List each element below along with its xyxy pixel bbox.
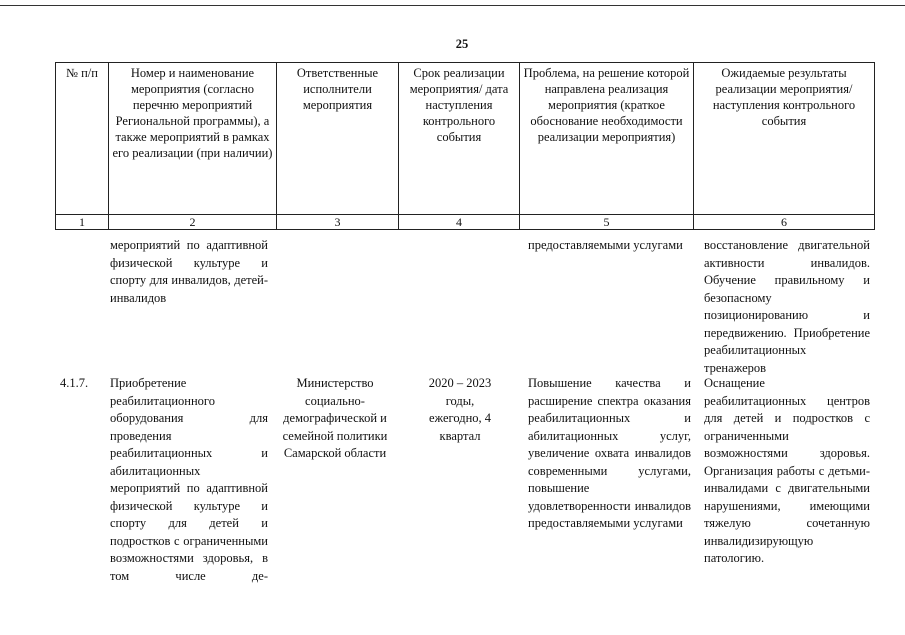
header-col-executor: Ответственные исполнители мероприятия [277,63,399,215]
continuation-col2: мероприятий по адаптивной физической культуре и спорту для инвалидов, детей-инвалидов [110,238,268,305]
column-number-2: 2 [109,215,277,230]
row-number: 4.1.7. [60,376,89,390]
column-number-5: 5 [520,215,694,230]
row-executor: Министерство социально-демографической и семейной политики Самарской области [282,376,388,460]
continuation-col6: восстановление двигательной активности инвалидов. Обучение правильному и безопасному позиционированию и передвижению. Приобретение реабилитационных тренажеров [704,238,870,375]
row-result: Оснащение реабилитационных центров для детей и подростков с ограниченными возможностями здоровья. Организация работы с детьми-инвалидами с двигательными нарушениями, имеющими тяжелую сочетанную инвалидизирующую патологию. [704,376,870,565]
column-number-4: 4 [399,215,520,230]
row-term: 2020 – 2023 годы, ежегодно, 4 квартал [428,376,492,443]
continuation-col5: предоставляемыми услугами [528,238,683,252]
column-number-row [56,215,875,230]
column-number-3: 3 [277,215,399,230]
column-number-6: 6 [694,215,875,230]
top-rule [0,5,905,6]
table-header [55,62,875,230]
header-col-problem: Проблема, на решение которой направлена реализация мероприятия (краткое обоснование необходимости реализации мероприятия) [520,63,694,215]
header-col-title: Номер и наименование мероприятия (согласно перечню мероприятий Региональной программы), а также мероприятий в рамках его реализации (при наличии) [109,63,277,215]
header-col-result: Ожидаемые результаты реализации мероприятия/ наступления контрольного события [694,63,875,215]
row-problem: Повышение качества и расширение спектра оказания реабилитационных и абилитационных услуг, увеличение охвата инвалидов современными услугами, повышение удовлетворенности инвалидов предоставляемыми услугами [528,376,691,530]
row-title: Приобретение реабилитационного оборудования для проведения реабилитационных и абилитационных мероприятий по адаптивной физической культуре и спорту для детей и подростков с ограниченными возможностями здоровья, в том числе де- [110,376,268,583]
header-col-number: № п/п [56,63,109,215]
header-col-term: Срок реализации мероприятия/ дата наступления контрольного события [399,63,520,215]
header-row [56,63,875,215]
page-number: 25 [455,37,469,51]
column-number-1: 1 [56,215,109,230]
